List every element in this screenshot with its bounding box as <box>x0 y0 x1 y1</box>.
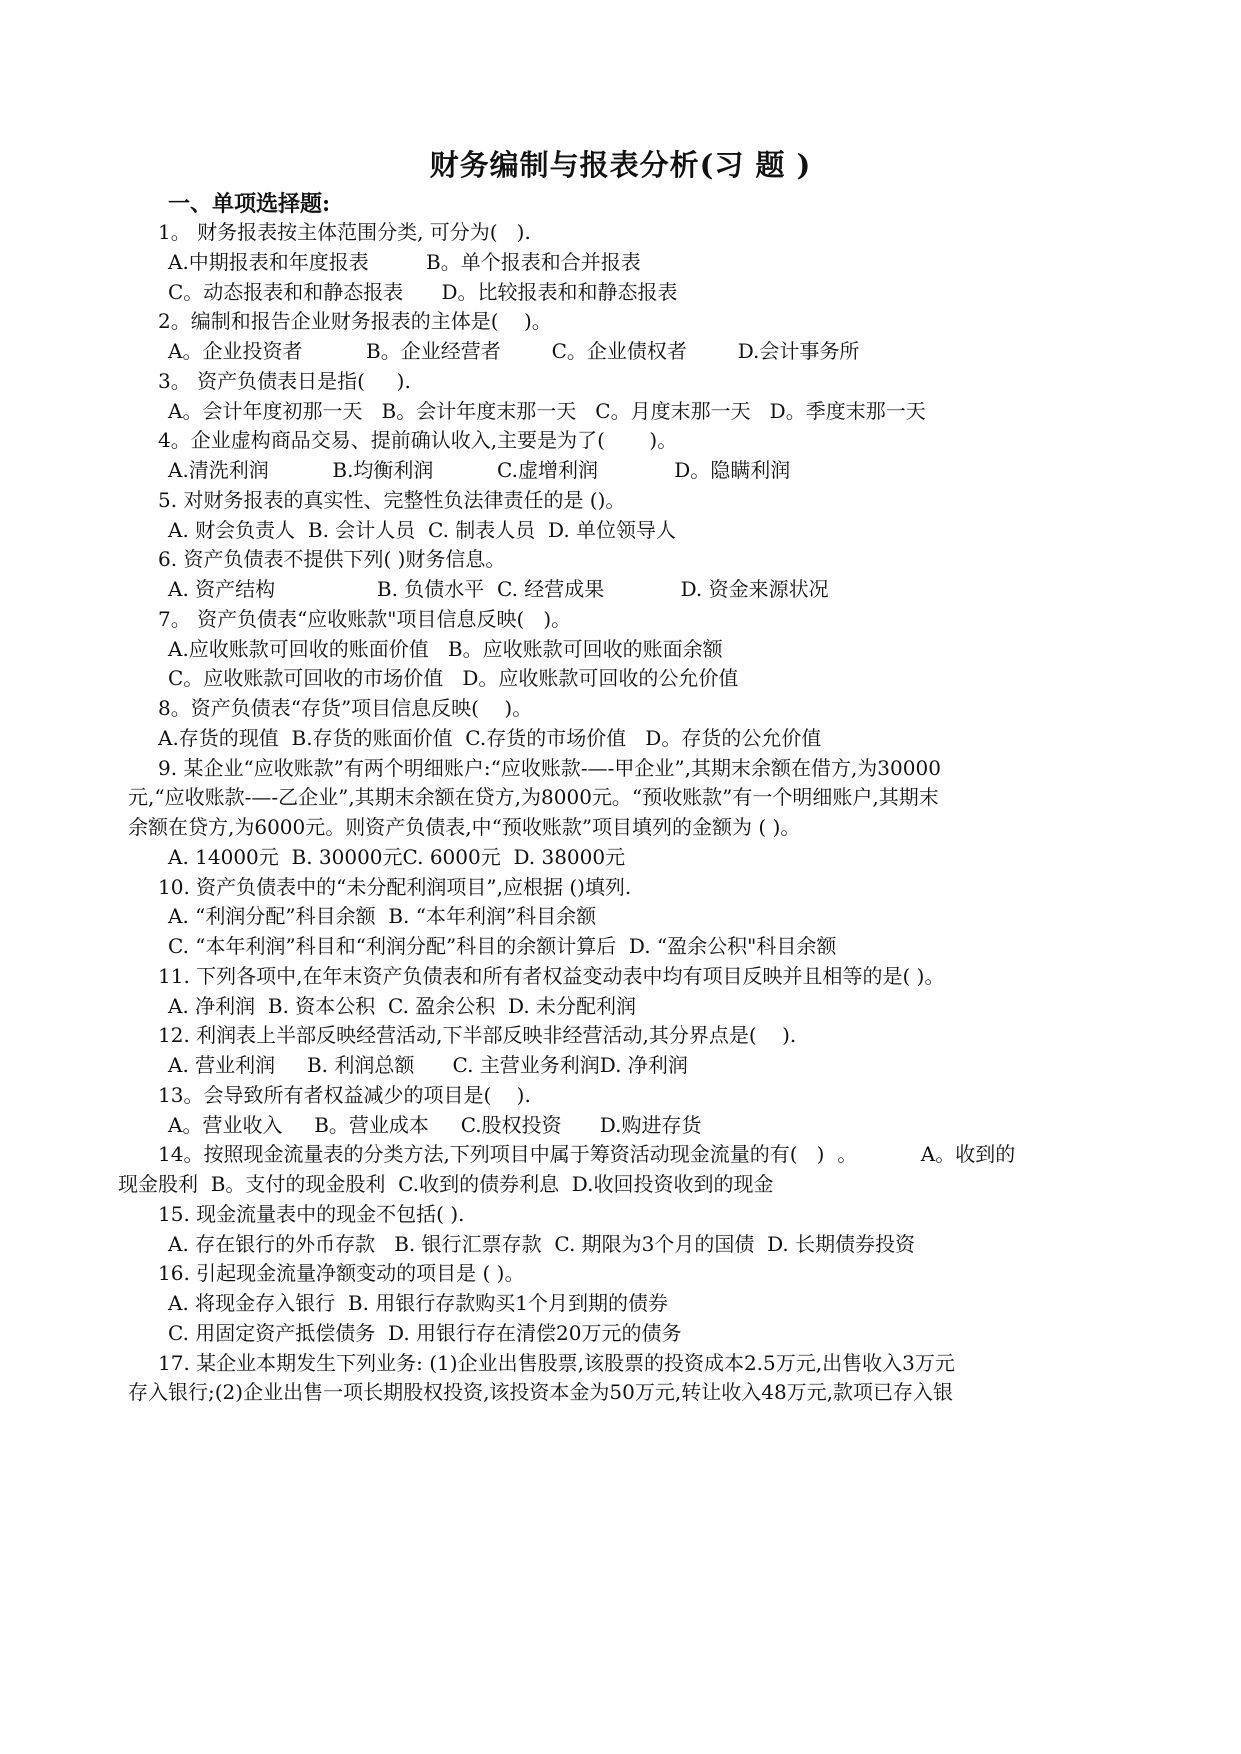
question-line: A。企业投资者 B。企业经营者 C。企业债权者 D.会计事务所 <box>168 339 860 363</box>
question-line: A. “利润分配”科目余额 B. “本年利润”科目余额 <box>168 904 597 928</box>
question-line: 现金股利 B。支付的现金股利 C.收到的债券利息 D.收回投资收到的现金 <box>118 1172 774 1196</box>
question-line: 6. 资产负债表不提供下列( )财务信息。 <box>158 547 506 571</box>
question-line: 8。资产负债表“存货”项目信息反映( )。 <box>158 696 533 720</box>
question-line: A. 存在银行的外币存款 B. 银行汇票存款 C. 期限为3个月的国债 D. 长期债券投资 <box>168 1232 916 1256</box>
question-line: A. 资产结构 B. 负债水平 C. 经营成果 D. 资金来源状况 <box>168 577 829 601</box>
question-line: C. “本年利润”科目和“利润分配”科目的余额计算后 D. “盈余公积"科目余额 <box>168 934 837 958</box>
question-line: C. 用固定资产抵偿债务 D. 用银行存在清偿20万元的债务 <box>168 1321 682 1345</box>
question-line: A。会计年度初那一天 B。会计年度末那一天 C。月度末那一天 D。季度末那一天 <box>168 399 926 423</box>
question-line: A。营业收入 B。营业成本 C.股权投资 D.购进存货 <box>168 1113 702 1137</box>
question-line: 16. 引起现金流量净额变动的项目是 ( )。 <box>158 1261 525 1285</box>
question-line: 14。按照现金流量表的分类方法,下列项目中属于筹资活动现金流量的有( ) 。 A。收到的 <box>158 1142 1016 1166</box>
question-line: 11. 下列各项中,在年末资产负债表和所有者权益变动表中均有项目反映并且相等的是( )。 <box>158 964 945 988</box>
question-line: A. 净利润 B. 资本公积 C. 盈余公积 D. 未分配利润 <box>168 994 637 1018</box>
question-line: 9. 某企业“应收账款”有两个明细账户:“应收账款-—-甲企业”,其期末余额在借方,为30000 <box>158 756 941 780</box>
question-line: 3。 资产负债表日是指( ). <box>158 369 411 393</box>
question-line: A. 财会负责人 B. 会计人员 C. 制表人员 D. 单位领导人 <box>168 518 677 542</box>
question-line: A.中期报表和年度报表 B。单个报表和合并报表 <box>168 250 641 274</box>
question-line: 1。 财务报表按主体范围分类, 可分为( ). <box>158 220 544 244</box>
question-line: C。动态报表和和静态报表 D。比较报表和和静态报表 <box>168 280 678 304</box>
question-line: 17. 某企业本期发生下列业务: (1)企业出售股票,该股票的投资成本2.5万元,出售收入3万元 <box>158 1351 955 1375</box>
question-line: 10. 资产负债表中的“未分配利润项目”,应根据 ()填列. <box>158 875 632 899</box>
question-line: C。应收账款可回收的市场价值 D。应收账款可回收的公允价值 <box>168 666 739 690</box>
question-line: 13。会导致所有者权益减少的项目是( ). <box>158 1083 531 1107</box>
question-line: 元,“应收账款-—-乙企业”,其期末余额在贷方,为8000元。“预收账款”有一个明细账户,其期末 <box>128 785 939 809</box>
question-line: A.存货的现值 B.存货的账面价值 C.存货的市场价值 D。存货的公允价值 <box>158 726 822 750</box>
question-line: A. 将现金存入银行 B. 用银行存款购买1个月到期的债券 <box>168 1291 669 1315</box>
question-line: 余额在贷方,为6000元。则资产负债表,中“预收账款”项目填列的金额为 ( )。 <box>128 815 801 839</box>
question-line: 存入银行;(2)企业出售一项长期股权投资,该投资本金为50万元,转让收入48万元,款项已存入银 <box>128 1380 954 1404</box>
question-line: A.清洗利润 B.均衡利润 C.虚增利润 D。隐瞒利润 <box>168 458 791 482</box>
question-line: 4。企业虚构商品交易、提前确认收入,主要是为了( )。 <box>158 428 678 452</box>
question-line: A. 14000元 B. 30000元C. 6000元 D. 38000元 <box>168 845 626 869</box>
question-line: 7。 资产负债表“应收账款"项目信息反映( )。 <box>158 607 572 631</box>
page-title: 财务编制与报表分析(习 题 ) <box>429 148 812 182</box>
question-line: 2。编制和报告企业财务报表的主体是( )。 <box>158 309 552 333</box>
question-line: A. 营业利润 B. 利润总额 C. 主营业务利润D. 净利润 <box>168 1053 688 1077</box>
question-line: 15. 现金流量表中的现金不包括( ). <box>158 1202 465 1226</box>
question-line: 12. 利润表上半部反映经营活动,下半部反映非经营活动,其分界点是( ). <box>158 1023 797 1047</box>
question-line: 5. 对财务报表的真实性、完整性负法律责任的是 ()。 <box>158 488 626 512</box>
section-heading: 一、单项选择题: <box>168 191 331 217</box>
question-line: A.应收账款可回收的账面价值 B。应收账款可回收的账面余额 <box>168 637 723 661</box>
